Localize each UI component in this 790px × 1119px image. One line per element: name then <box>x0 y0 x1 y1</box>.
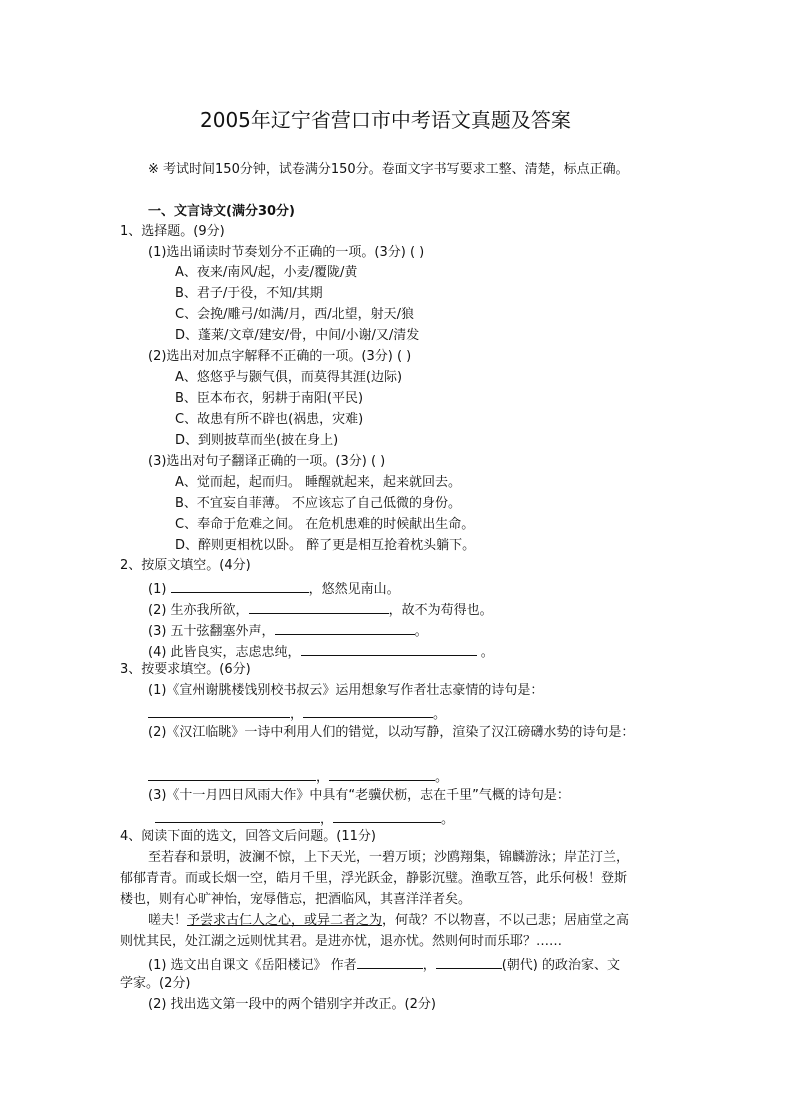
exam-notice: ※ 考试时间150分钟，试卷满分150分。卷面文字书写要求工整、清楚，标点正确。 <box>148 162 629 177</box>
answer-blank[interactable] <box>357 954 423 969</box>
q4-label: 4、阅读下面的选文，回答文后问题。(11分) <box>120 829 376 844</box>
period: 。 <box>433 707 447 722</box>
answer-blank[interactable] <box>148 703 290 718</box>
passage-line: 至若春和景明，波澜不惊，上下天光，一碧万顷；沙鸥翔集，锦麟游泳；岸芷汀兰， <box>148 850 630 865</box>
section-heading: 一、文言诗文(满分30分) <box>148 204 295 219</box>
q3-sub3-answer <box>155 808 454 829</box>
q1-sub3-stem: (3)选出对句子翻译正确的一项。(3分) ( ) <box>148 454 386 469</box>
q2-item-suffix: 。 <box>476 645 494 660</box>
q4-sub1-text: (朝代) 的政治家、文 <box>501 958 620 973</box>
q2-item-prefix: (4) 此皆良实，志虑忠纯， <box>148 645 301 660</box>
q1-sub3-option: C、奉命于危难之间。 在危机患难的时候献出生命。 <box>175 517 475 532</box>
q3-sub1-answer <box>148 703 446 724</box>
q1-sub1-option: A、夜来/南风/起，小麦/覆陇/黄 <box>175 265 358 280</box>
q1-sub2-stem: (2)选出对加点字解释不正确的一项。(3分) ( ) <box>148 349 412 364</box>
comma: ， <box>422 958 436 973</box>
answer-blank[interactable] <box>155 808 320 823</box>
q1-sub1-stem: (1)选出诵读时节奏划分不正确的一项。(3分) ( ) <box>148 245 425 260</box>
q1-sub1-option: C、会挽/雕弓/如满/月，西/北望，射天/狼 <box>175 307 414 322</box>
passage-text: ，何哉？不以物喜，不以己悲；居庙堂之高 <box>382 913 630 928</box>
q1-sub3-option: D、醉则更相枕以卧。 醉了更是相互抢着枕头躺下。 <box>175 538 476 553</box>
answer-blank[interactable] <box>301 641 477 656</box>
q4-sub1 <box>148 954 620 975</box>
q3-label: 3、按要求填空。(6分) <box>120 662 251 677</box>
period: 。 <box>441 812 455 827</box>
answer-blank[interactable] <box>275 620 415 635</box>
q2-item-suffix: ，故不为苟得也。 <box>388 603 493 618</box>
comma: ， <box>290 707 304 722</box>
period: 。 <box>435 770 449 785</box>
q1-sub1-option: D、蓬莱/文章/建安/骨，中间/小谢/又/清发 <box>175 328 420 343</box>
q1-sub3-option: B、不宜妄自菲薄。 不应该忘了自己低微的身份。 <box>175 496 462 511</box>
q2-item-prefix: (3) 五十弦翻塞外声， <box>148 624 275 639</box>
passage-line: 楼也，则有心旷神怡，宠辱偕忘，把酒临风，其喜洋洋者矣。 <box>120 892 472 907</box>
comma: ， <box>316 770 330 785</box>
answer-blank[interactable] <box>171 578 309 593</box>
answer-blank[interactable] <box>303 703 433 718</box>
q2-item <box>148 641 494 662</box>
underlined-sentence: 予尝求古仁人之心，或异二者之为 <box>187 913 383 928</box>
q2-item <box>148 599 493 620</box>
q1-sub1-option: B、君子/于役，不知/其期 <box>175 286 323 301</box>
answer-blank[interactable] <box>436 954 502 969</box>
passage-line: 郁郁青青。而或长烟一空，皓月千里，浮光跃金，静影沉璧。渔歌互答，此乐何极！登斯 <box>120 871 628 886</box>
q2-item-suffix: 。 <box>414 624 428 639</box>
q1-sub2-option: B、臣本布衣，躬耕于南阳(平民) <box>175 391 364 406</box>
passage-line: 则忧其民，处江湖之远则忧其君。是进亦忧，退亦忧。然则何时而乐耶？…… <box>120 934 563 949</box>
q3-sub2: (2)《汉江临眺》一诗中利用人们的错觉，以动写静，渲染了汉江磅礴水势的诗句是： <box>148 725 635 740</box>
q2-item-prefix: (1) <box>148 582 167 597</box>
q1-label: 1、选择题。(9分) <box>120 224 225 239</box>
page-title: 2005年辽宁省营口市中考语文真题及答案 <box>200 108 571 132</box>
q3-sub1: (1)《宣州谢朓楼饯别校书叔云》运用想象写作者壮志豪情的诗句是： <box>148 683 544 698</box>
q1-sub2-option: A、悠悠乎与颢气俱，而莫得其涯(边际) <box>175 370 403 385</box>
answer-blank[interactable] <box>249 599 389 614</box>
q2-label: 2、按原文填空。(4分) <box>120 558 251 573</box>
q2-item-suffix: ，悠然见南山。 <box>308 582 400 597</box>
passage-line <box>148 912 629 930</box>
q1-sub2-option: D、到则披草而坐(披在身上) <box>175 433 339 448</box>
q2-item-prefix: (2) 生亦我所欲， <box>148 603 249 618</box>
q4-sub2: (2) 找出选文第一段中的两个错别字并改正。(2分) <box>148 997 436 1012</box>
q4-sub1-cont: 学家。(2分) <box>120 976 191 991</box>
q1-sub2-option: C、故患有所不辟也(祸患，灾难) <box>175 412 364 427</box>
q4-sub1-text: (1) 选文出自课文《岳阳楼记》 作者 <box>148 958 357 973</box>
passage-text: 嗟夫！ <box>148 913 188 928</box>
q2-item <box>148 620 428 641</box>
q3-sub3: (3)《十一月四日风雨大作》中具有“老骥伏枥，志在千里”气概的诗句是： <box>148 788 570 803</box>
comma: ， <box>320 812 334 827</box>
q2-item <box>148 578 400 599</box>
answer-blank[interactable] <box>148 766 316 781</box>
answer-blank[interactable] <box>333 808 441 823</box>
q1-sub3-option: A、觉而起，起而归。 睡醒就起来，起来就回去。 <box>175 475 462 490</box>
answer-blank[interactable] <box>329 766 435 781</box>
q3-sub2-answer <box>148 766 448 787</box>
